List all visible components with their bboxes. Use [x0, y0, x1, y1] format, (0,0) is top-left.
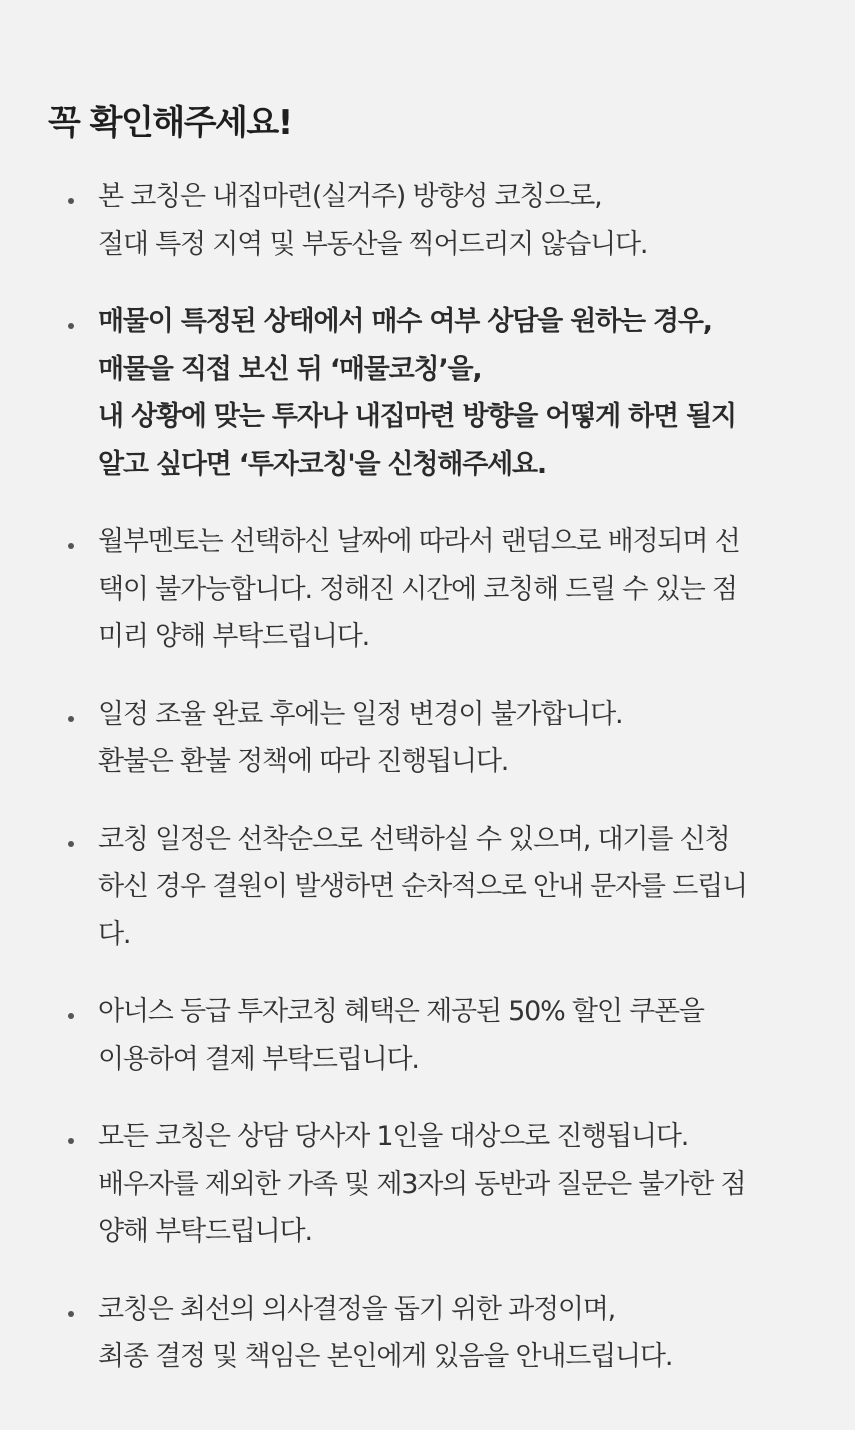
- notice-list: [48, 173, 815, 1381]
- notice-text-line: 모든 코칭은 상담 당사자 1인을 대상으로 진행됩니다.: [98, 1121, 689, 1152]
- notice-item: [48, 691, 815, 786]
- bullet-dot-icon: [68, 543, 74, 549]
- notice-text-line: 코칭 일정은 선착순으로 선택하실 수 있으며, 대기를 신청: [98, 823, 730, 855]
- notice-text-line: 절대 특정 지역 및 부동산을 찍어드리지 않습니다.: [98, 228, 648, 260]
- notice-text-line: 택이 불가능합니다. 정해진 시간에 코칭해 드릴 수 있는 점: [98, 573, 737, 605]
- notice-item: [48, 816, 815, 959]
- notice-text-line: 미리 양해 부탁드립니다.: [98, 621, 369, 652]
- notice-item: [48, 1286, 815, 1381]
- notice-text-line: 월부멘토는 선택하신 날짜에 따라서 랜덤으로 배정되며 선: [98, 526, 740, 557]
- notice-text-line: 최종 결정 및 책임은 본인에게 있음을 안내드립니다.: [98, 1341, 673, 1372]
- notice-text-line: 이용하여 결제 부탁드립니다.: [98, 1043, 419, 1075]
- bullet-dot-icon: [68, 841, 74, 847]
- notice-text-line: 환불은 환불 정책에 따라 진행됩니다.: [98, 746, 509, 777]
- notice-item: [48, 1113, 815, 1256]
- notice-text-line: 코칭은 최선의 의사결정을 돕기 위한 과정이며,: [98, 1293, 616, 1325]
- notice-item: [48, 518, 815, 661]
- bullet-dot-icon: [68, 198, 74, 204]
- notice-text-line: 알고 싶다면 ‘투자코칭'을 신청해주세요.: [98, 448, 546, 480]
- bullet-dot-icon: [68, 1138, 74, 1144]
- notice-item: [48, 988, 815, 1083]
- notice-text-line: 아너스 등급 투자코칭 혜택은 제공된 50% 할인 쿠폰을: [98, 996, 704, 1027]
- bullet-dot-icon: [68, 1311, 74, 1317]
- notice-item: [48, 298, 815, 488]
- notice-text-line: 본 코칭은 내집마련(실거주) 방향성 코칭으로,: [98, 181, 602, 212]
- page-title: 꼭 확인해주세요!: [48, 103, 292, 143]
- notice-text-line: 일정 조율 완료 후에는 일정 변경이 불가합니다.: [98, 698, 623, 730]
- notice-text-line: 양해 부탁드립니다.: [98, 1216, 312, 1247]
- notice-text-line: 하신 경우 결원이 발생하면 순차적으로 안내 문자를 드립니: [98, 871, 747, 902]
- bullet-dot-icon: [68, 323, 74, 329]
- notice-text-line: 매물이 특정된 상태에서 매수 여부 상담을 원하는 경우,: [98, 306, 712, 337]
- notice-item: [48, 173, 815, 268]
- bullet-dot-icon: [68, 716, 74, 722]
- bullet-dot-icon: [68, 1013, 74, 1019]
- notice-text-line: 내 상황에 맞는 투자나 내집마련 방향을 어떻게 하면 될지: [98, 401, 736, 432]
- notice-text-line: 다.: [98, 918, 131, 950]
- notice-text-line: 배우자를 제외한 가족 및 제3자의 동반과 질문은 불가한 점: [98, 1168, 746, 1200]
- notice-text-line: 매물을 직접 보신 뒤 ‘매물코칭’을,: [98, 353, 482, 385]
